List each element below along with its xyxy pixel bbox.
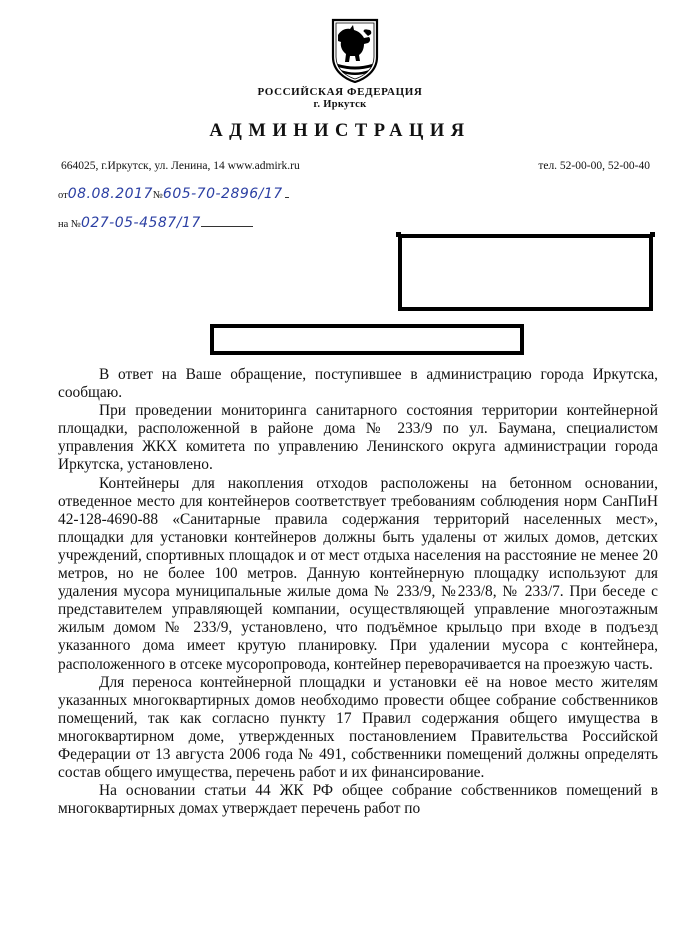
paragraph: В ответ на Ваше обращение, поступившее в администрацию города Иркутска, сообщаю. [58, 366, 658, 402]
org-country: РОССИЙСКАЯ ФЕДЕРАЦИЯ [257, 86, 423, 98]
corner-mark [650, 232, 655, 237]
outgoing-reference [58, 186, 289, 202]
reference-underline [201, 226, 253, 227]
postal-address: 664025, г.Иркутск, ул. Ленина, 14 www.admirk.ru [61, 160, 300, 172]
paragraph: Для переноса контейнерной площадки и установки её на новое место жителям указанных многоквартирных домов необходимо провести общее собрание собственников помещений, так как согласно пункту 17 Правил содержания общего имущества в многоквартирном доме, утвержденных постановлением Правительства Российской Федерации от 13 августа 2006 года № 491, собственники помещений должны определять состав общего имущества, перечень работ и их финансирование. [58, 673, 658, 782]
incoming-reference [58, 215, 253, 231]
letter-body [58, 366, 658, 818]
page-title: АДМИНИСТРАЦИЯ [209, 121, 471, 141]
org-city: г. Иркутск [313, 99, 367, 110]
name-redaction [210, 324, 524, 355]
paragraph: Контейнеры для накопления отходов расположены на бетонном основании, отведенное место для контейнеров соответствует требованиям соблюдения норм СанПиН 42-128-4690-88 «Санитарные правила содержания территорий населенных мест», площадки для установки контейнеров должны быть удалены от жилых домов, детских учреждений, спортивных площадок и от мест отдыха населения на расстояние не менее 20 метров, но не более 100 метров. Данную контейнерную площадку используют для удаления мусора муниципальные жилые дома № 233/9, №233/8, № 233/7. При беседе с представителем управляющей компании, осуществляющей управление многоэтажным жилым домом № 233/9, установлено, что подъёмное крыльцо при входе в подъезд указанного дома имеет крутую планировку. При удалении мусора с контейнера, расположенного в отсеке мусоропровода, контейнер переворачивается на проезжую часть. [58, 474, 658, 673]
letter-number: 605-70-2896/17 [162, 186, 283, 202]
paragraph: При проведении мониторинга санитарного состояния территории контейнерной площадки, расположенной в районе дома № 233/9 по ул. Баумана, специалистом управления ЖКХ комитета по управлению Ленинского округа администрации города Иркутска, установлено. [58, 402, 658, 474]
in-reply-label: на № [58, 219, 81, 230]
paragraph: На основании статьи 44 ЖК РФ общее собрание собственников помещений в многоквартирных домах утверждает перечень работ по [58, 782, 658, 818]
from-label: от [58, 190, 68, 201]
coat-of-arms-icon [329, 17, 381, 83]
in-reply-number: 027-05-4587/17 [80, 215, 201, 231]
number-sign: № [152, 190, 163, 201]
letter-date: 08.08.2017 [67, 186, 153, 202]
corner-mark [396, 232, 401, 237]
phone-numbers: тел. 52-00-00, 52-00-40 [538, 160, 650, 172]
recipient-redaction [398, 234, 653, 311]
